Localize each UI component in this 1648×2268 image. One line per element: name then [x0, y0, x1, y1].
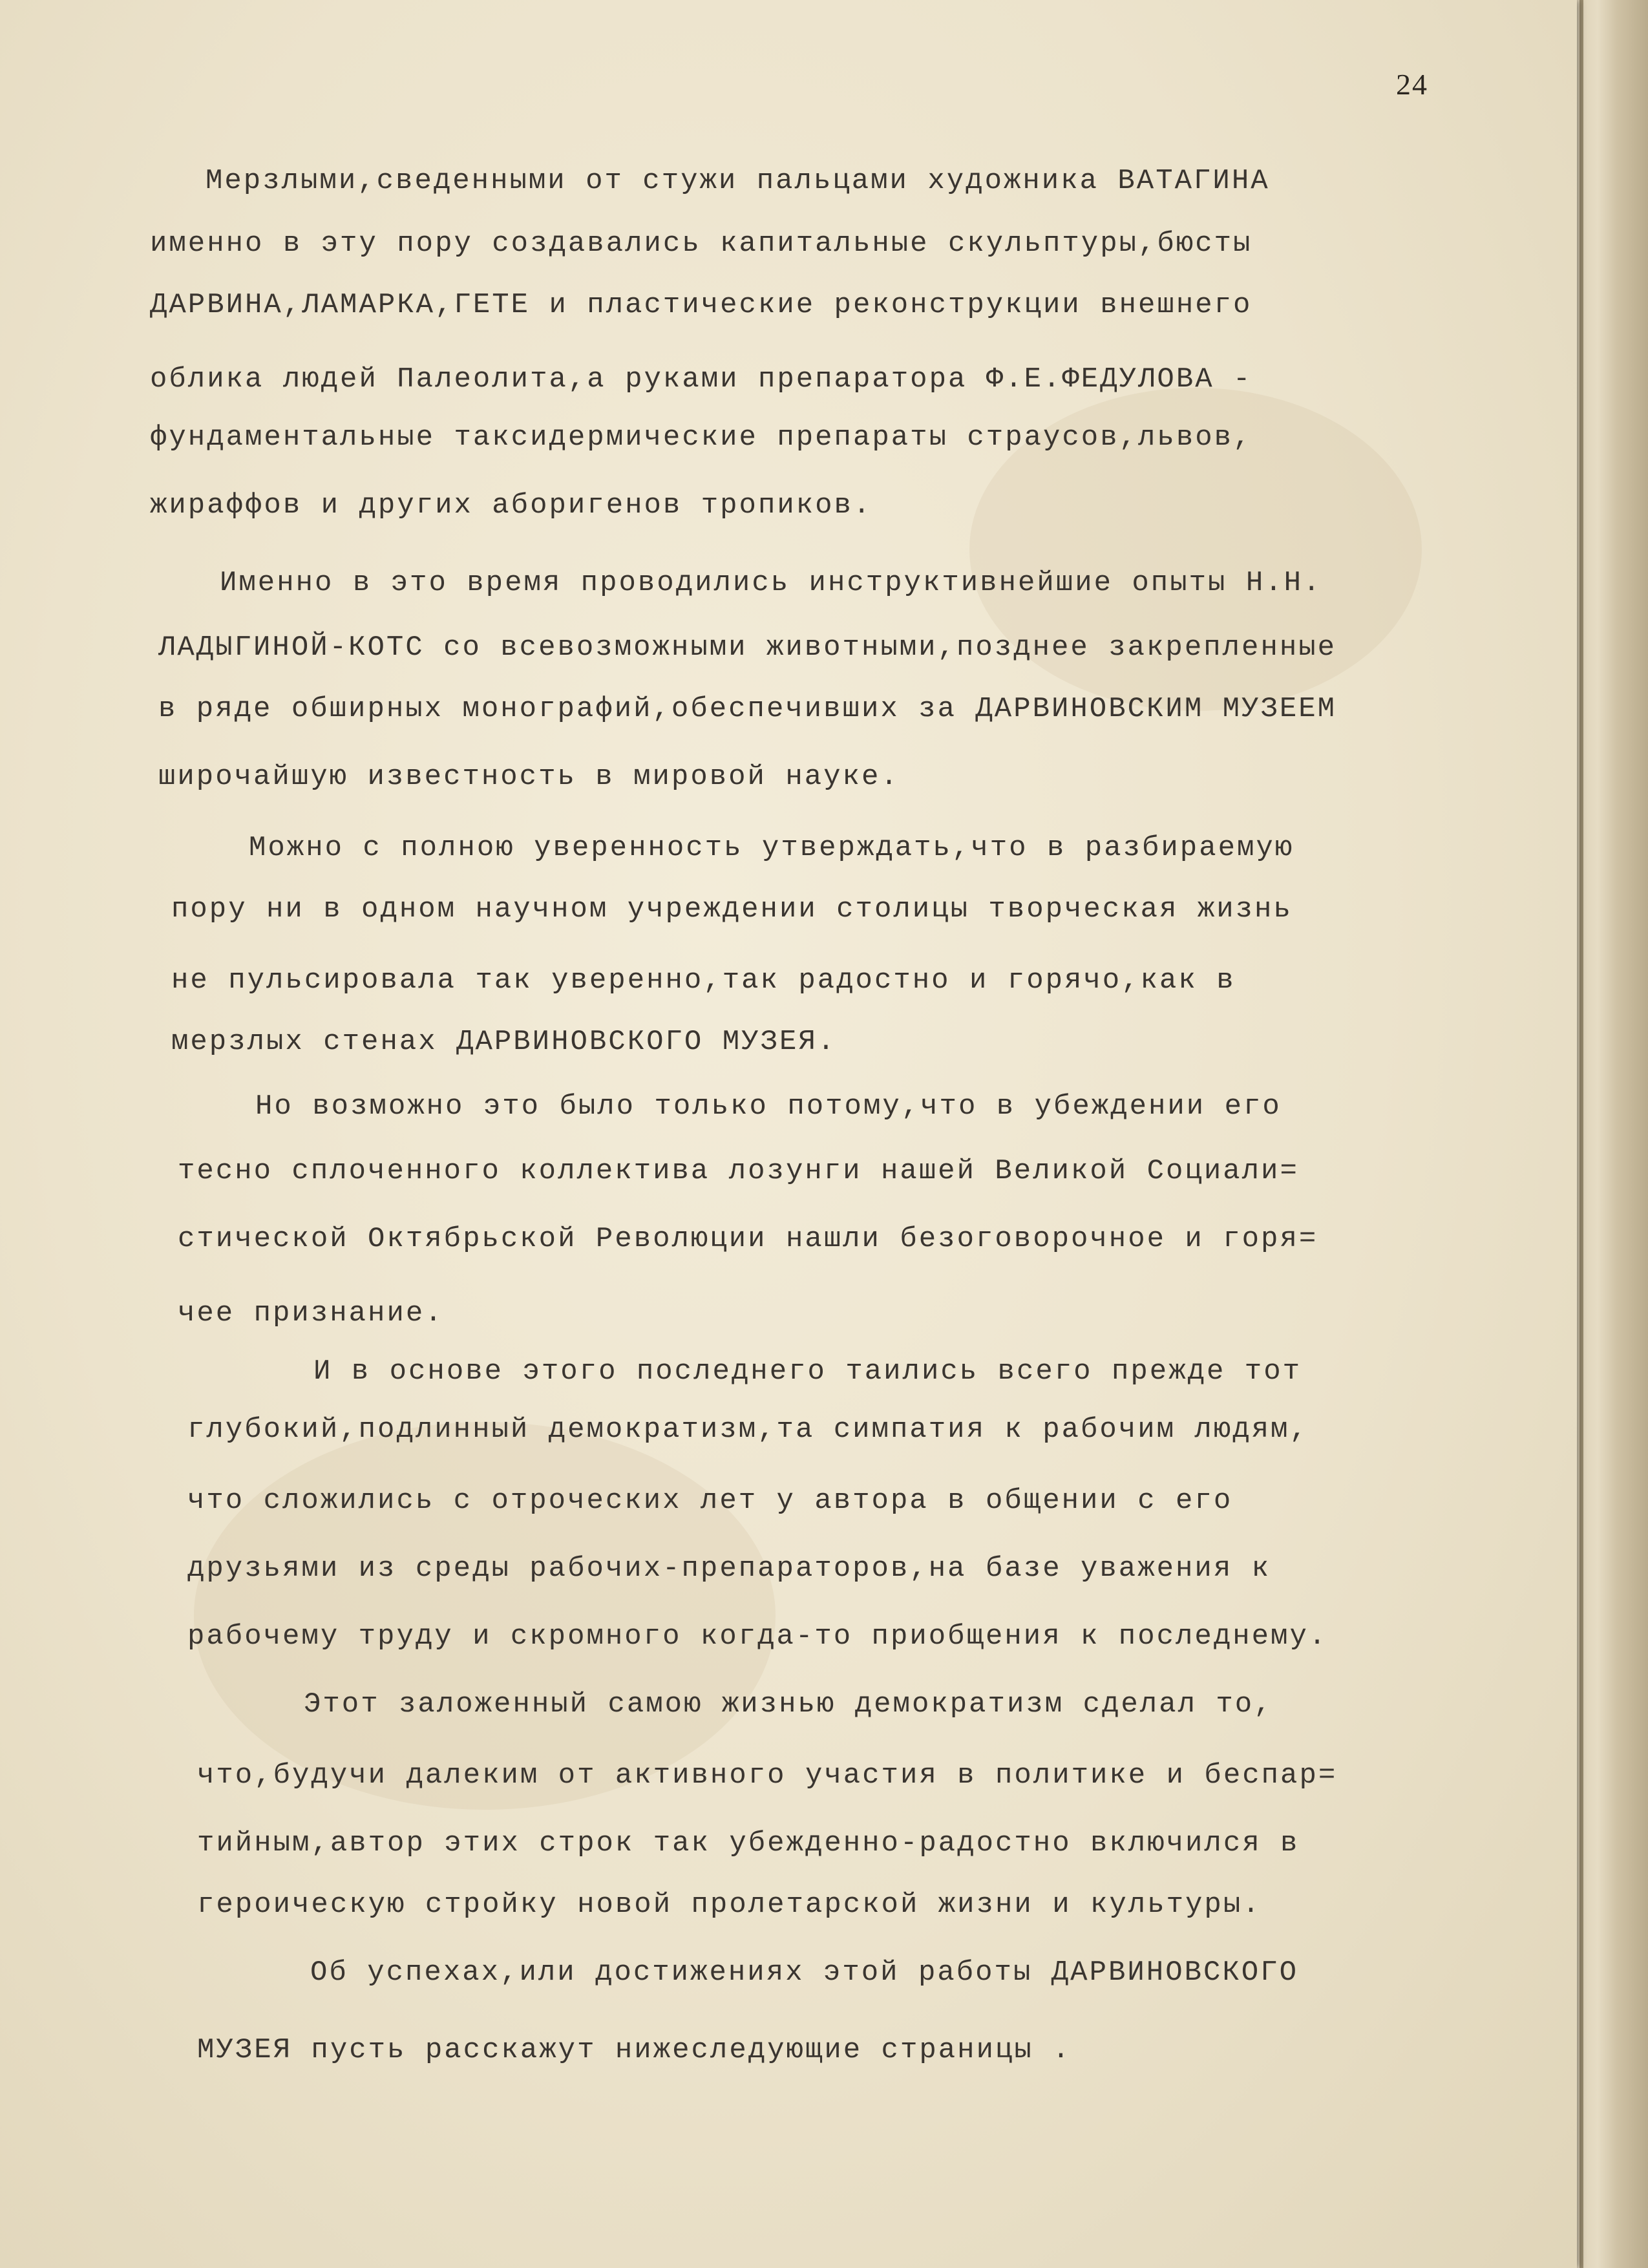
- text-line: глубокий,подлинный демократизм,та симпатия к рабочим людям,: [187, 1414, 1309, 1446]
- text-line: ЛАДЫГИНОЙ-КОТС со всевозможными животными,позднее закрепленные: [158, 631, 1337, 664]
- text-line: Но возможно это было только потому,что в убеждении его: [255, 1090, 1282, 1123]
- text-line: Об успехах,или достижениях этой работы ДАРВИНОВСКОГО: [310, 1956, 1299, 1989]
- text-line: не пульсировала так уверенно,так радостно и горячо,как в: [171, 964, 1236, 997]
- text-line: что,будучи далеким от активного участия в политике и беспар=: [197, 1759, 1338, 1792]
- text-line: тесно сплоченного коллектива лозунги нашей Великой Социали=: [178, 1155, 1299, 1187]
- text-line: фундаментальные таксидермические препараты страусов,львов,: [150, 421, 1252, 454]
- text-line: тийным,автор этих строк так убежденно-радостно включился в: [197, 1827, 1300, 1860]
- text-line: чее признание.: [178, 1297, 444, 1330]
- text-line: Этот заложенный самою жизнью демократизм сделал то,: [304, 1688, 1273, 1721]
- text-line: широчайшую известность в мировой науке.: [158, 761, 900, 793]
- text-line: стической Октябрьской Революции нашли безоговорочное и горя=: [178, 1223, 1318, 1255]
- text-line: пору ни в одном научном учреждении столицы творческая жизнь: [171, 893, 1293, 926]
- text-line: МУЗЕЯ пусть расскажут нижеследующие страницы .: [197, 2034, 1072, 2066]
- text-line: Именно в это время проводились инструктивнейшие опыты Н.Н.: [220, 567, 1322, 599]
- text-line: мерзлых стенах ДАРВИНОВСКОГО МУЗЕЯ.: [171, 1026, 837, 1058]
- text-line: рабочему труду и скромного когда-то приобщения к последнему.: [187, 1620, 1328, 1653]
- text-line: ДАРВИНА,ЛАМАРКА,ГЕТЕ и пластические реконструкции внешнего: [150, 289, 1252, 321]
- sheet-edge-shadow: [1579, 0, 1583, 2268]
- text-line: что сложились с отроческих лет у автора в общении с его: [187, 1485, 1233, 1517]
- text-line: именно в эту пору создавались капитальные скульптуры,бюсты: [150, 228, 1252, 260]
- text-line: друзьями из среды рабочих-препараторов,на базе уважения к: [187, 1553, 1271, 1585]
- text-line: жираффов и других аборигенов тропиков.: [150, 489, 872, 522]
- text-line: облика людей Палеолита,а руками препаратора Ф.Е.ФЕДУЛОВА -: [150, 363, 1252, 396]
- text-line: героическую стройку новой пролетарской жизни и культуры.: [197, 1889, 1262, 1921]
- page-number: 24: [1396, 68, 1428, 101]
- text-line: Мерзлыми,сведенными от стужи пальцами художника ВАТАГИНА: [206, 165, 1270, 197]
- text-line: в ряде обширных монографий,обеспечивших за ДАРВИНОВСКИМ МУЗЕЕМ: [158, 693, 1337, 725]
- text-line: И в основе этого последнего таились всего прежде тот: [313, 1355, 1302, 1388]
- text-line: Можно с полною уверенность утверждать,что в разбираемую: [249, 832, 1294, 864]
